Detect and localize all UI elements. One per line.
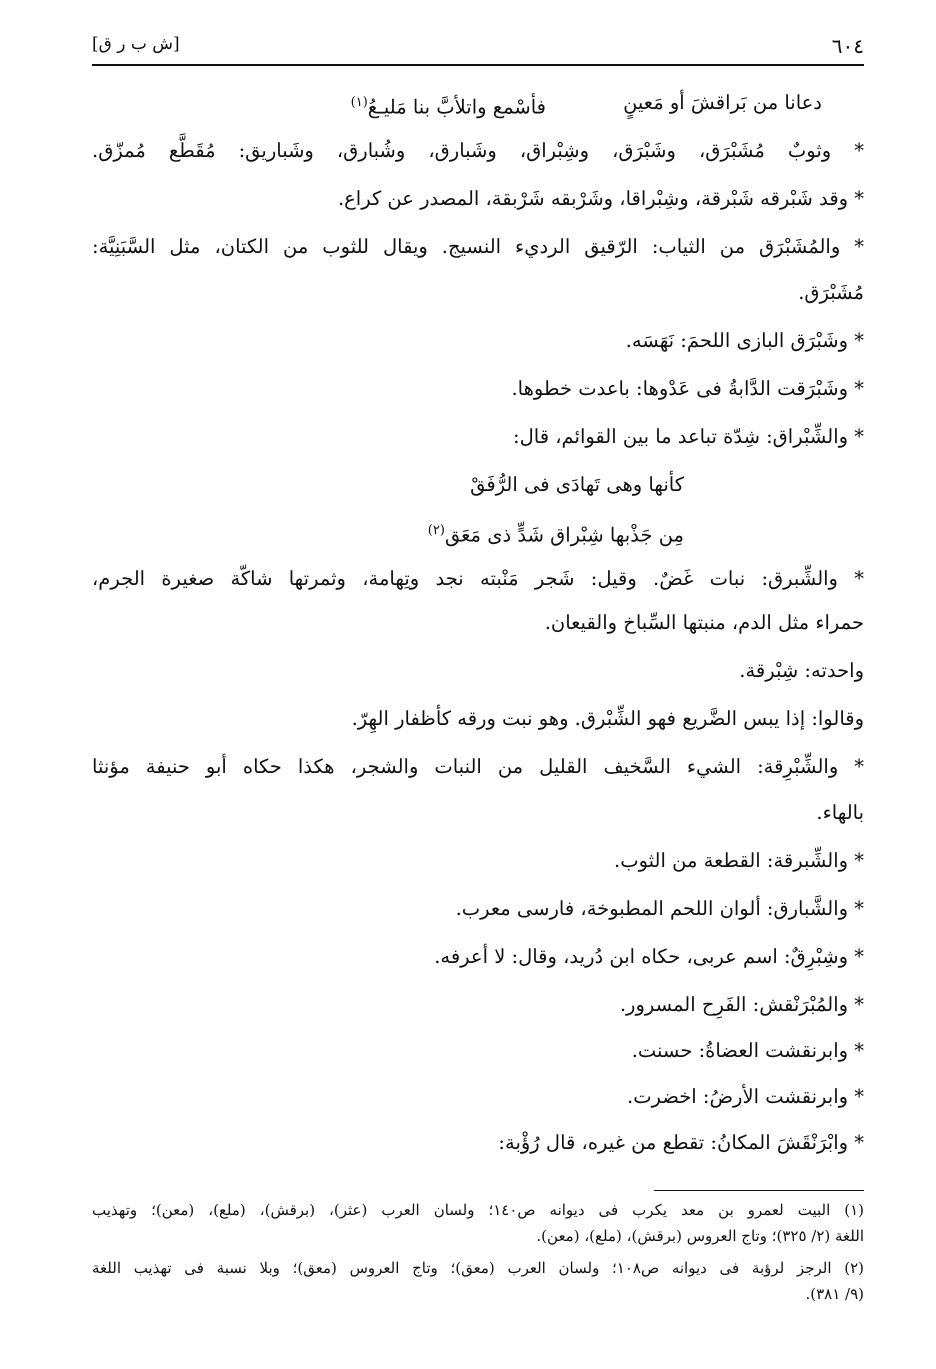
footnote-line: (٢) الرجز لرؤبة فى ديوانه ص١٠٨؛ ولسان العرب (معق)؛ وتاج العروس (معق)؛ وبلا نسبة فى تهذيب اللغة bbox=[92, 1259, 864, 1277]
text-line: * والشَّبارق: ألوان اللحم المطبوخة، فارسى معرب. bbox=[455, 897, 864, 920]
text-line: * وشِبْرِقٌ: اسم عربى، حكاه ابن دُريد، وقال: لا أعرفه. bbox=[434, 945, 864, 968]
text-line: * والمُبْرَنْقش: الفَرِح المسرور. bbox=[619, 993, 864, 1016]
text-line: واحدته: شِبْرقة. bbox=[739, 659, 864, 682]
text-line: مُشَبْرَق. bbox=[798, 281, 864, 304]
text-line: بالهاء. bbox=[816, 801, 864, 824]
couplet-line: مِن جَذْبها شِبْراق شَدٍّ ذى مَعَق$^{(٢)}$ bbox=[427, 523, 684, 547]
footnote-line: اللغة (٢/ ٣٢٥)؛ وتاج العروس (برقش)، (ملع)، (معن). bbox=[536, 1227, 864, 1245]
text-line: * وقد شَبْرقه شَبْرقة، وشِبْراقا، وشَرْبقه شَرْبقة، المصدر عن كراع. bbox=[337, 187, 864, 210]
text-line: * والشِّبرقة: القطعة من الثوب. bbox=[614, 849, 864, 872]
text-line: وقالوا: إذا يبس الضَّريع فهو الشِّبْرق. وهو نبت ورقه كأظفار الهِرّ. bbox=[351, 707, 864, 730]
footnote-line: (٩/ ٣٨١). bbox=[805, 1285, 864, 1303]
footnote-divider bbox=[654, 1190, 864, 1191]
text-line: * والشِّبْرِقة: الشيء السَّخيف القليل من النبات والشجر، هكذا حكاه أبو حنيفة مؤنثا bbox=[92, 755, 864, 778]
text-line: * وابرنقشت العضاةُ: حسنت. bbox=[631, 1039, 864, 1062]
text-line: * والشِّبرق: نبات غَضٌ. وقيل: شَجر مَنْبته نجد وتِهامة، وثمرتها شاكّة صغيرة الجرم، bbox=[92, 567, 864, 590]
page-header bbox=[92, 30, 864, 66]
text-line: حمراء مثل الدم، منبتها السِّباخ والقيعان. bbox=[544, 611, 864, 634]
verse-line bbox=[92, 88, 864, 118]
text-line: * وابْرَنْقَشَ المكانُ: تقطع من غيره، قال رُؤْبة: bbox=[498, 1131, 864, 1154]
couplet-line: كأنها وهى تَهادَى فى الرُّفَقْ bbox=[470, 473, 684, 496]
footnote-marker: (١) bbox=[350, 95, 368, 110]
text-line: * وابرنقشت الأرضُ: اخضرت. bbox=[627, 1085, 864, 1108]
text-line: * وشَبْرَق البازى اللحمَ: نَهَسَه. bbox=[625, 329, 864, 352]
page bbox=[92, 30, 864, 1340]
text-line: * وشَبْرَقت الدَّابةُ فى عَدْوها: باعدت خطوها. bbox=[511, 377, 864, 400]
verse-hemistich: فأسْمع واتلأبَّ بنا مَليـعُ$^{(١)}$ bbox=[350, 95, 546, 119]
verse-hemistich: دعانا من بَراقشَ أو مَعينٍ bbox=[623, 91, 822, 114]
text-line: * والشِّبْراق: شِدّة تباعد ما بين القوائم، قال: bbox=[513, 425, 864, 448]
page-number: ٦٠٤ bbox=[831, 34, 864, 58]
text-line: * وثوبٌ مُشَبْرَق، وشَبْرَق، وشِبْراق، وشَبارق، وشُبارق، وشَباريق: مُقَطَّع مُمزّق. bbox=[92, 139, 864, 162]
running-head: [ش ب ر ق] bbox=[92, 34, 180, 54]
footnote-marker: (٢) bbox=[427, 523, 445, 538]
footnote-line: (١) البيت لعمرو بن معد يكرب فى ديوانه ص١٤٠؛ ولسان العرب (عثر)، (برقش)، (ملع)، (معن)؛ وتهذيب bbox=[92, 1201, 864, 1219]
text-line: * والمُشَبْرَق من الثياب: الرّقيق الرديء النسيج. ويقال للثوب من الكتان، مثل السَّبَنِيَّة: bbox=[92, 235, 864, 258]
